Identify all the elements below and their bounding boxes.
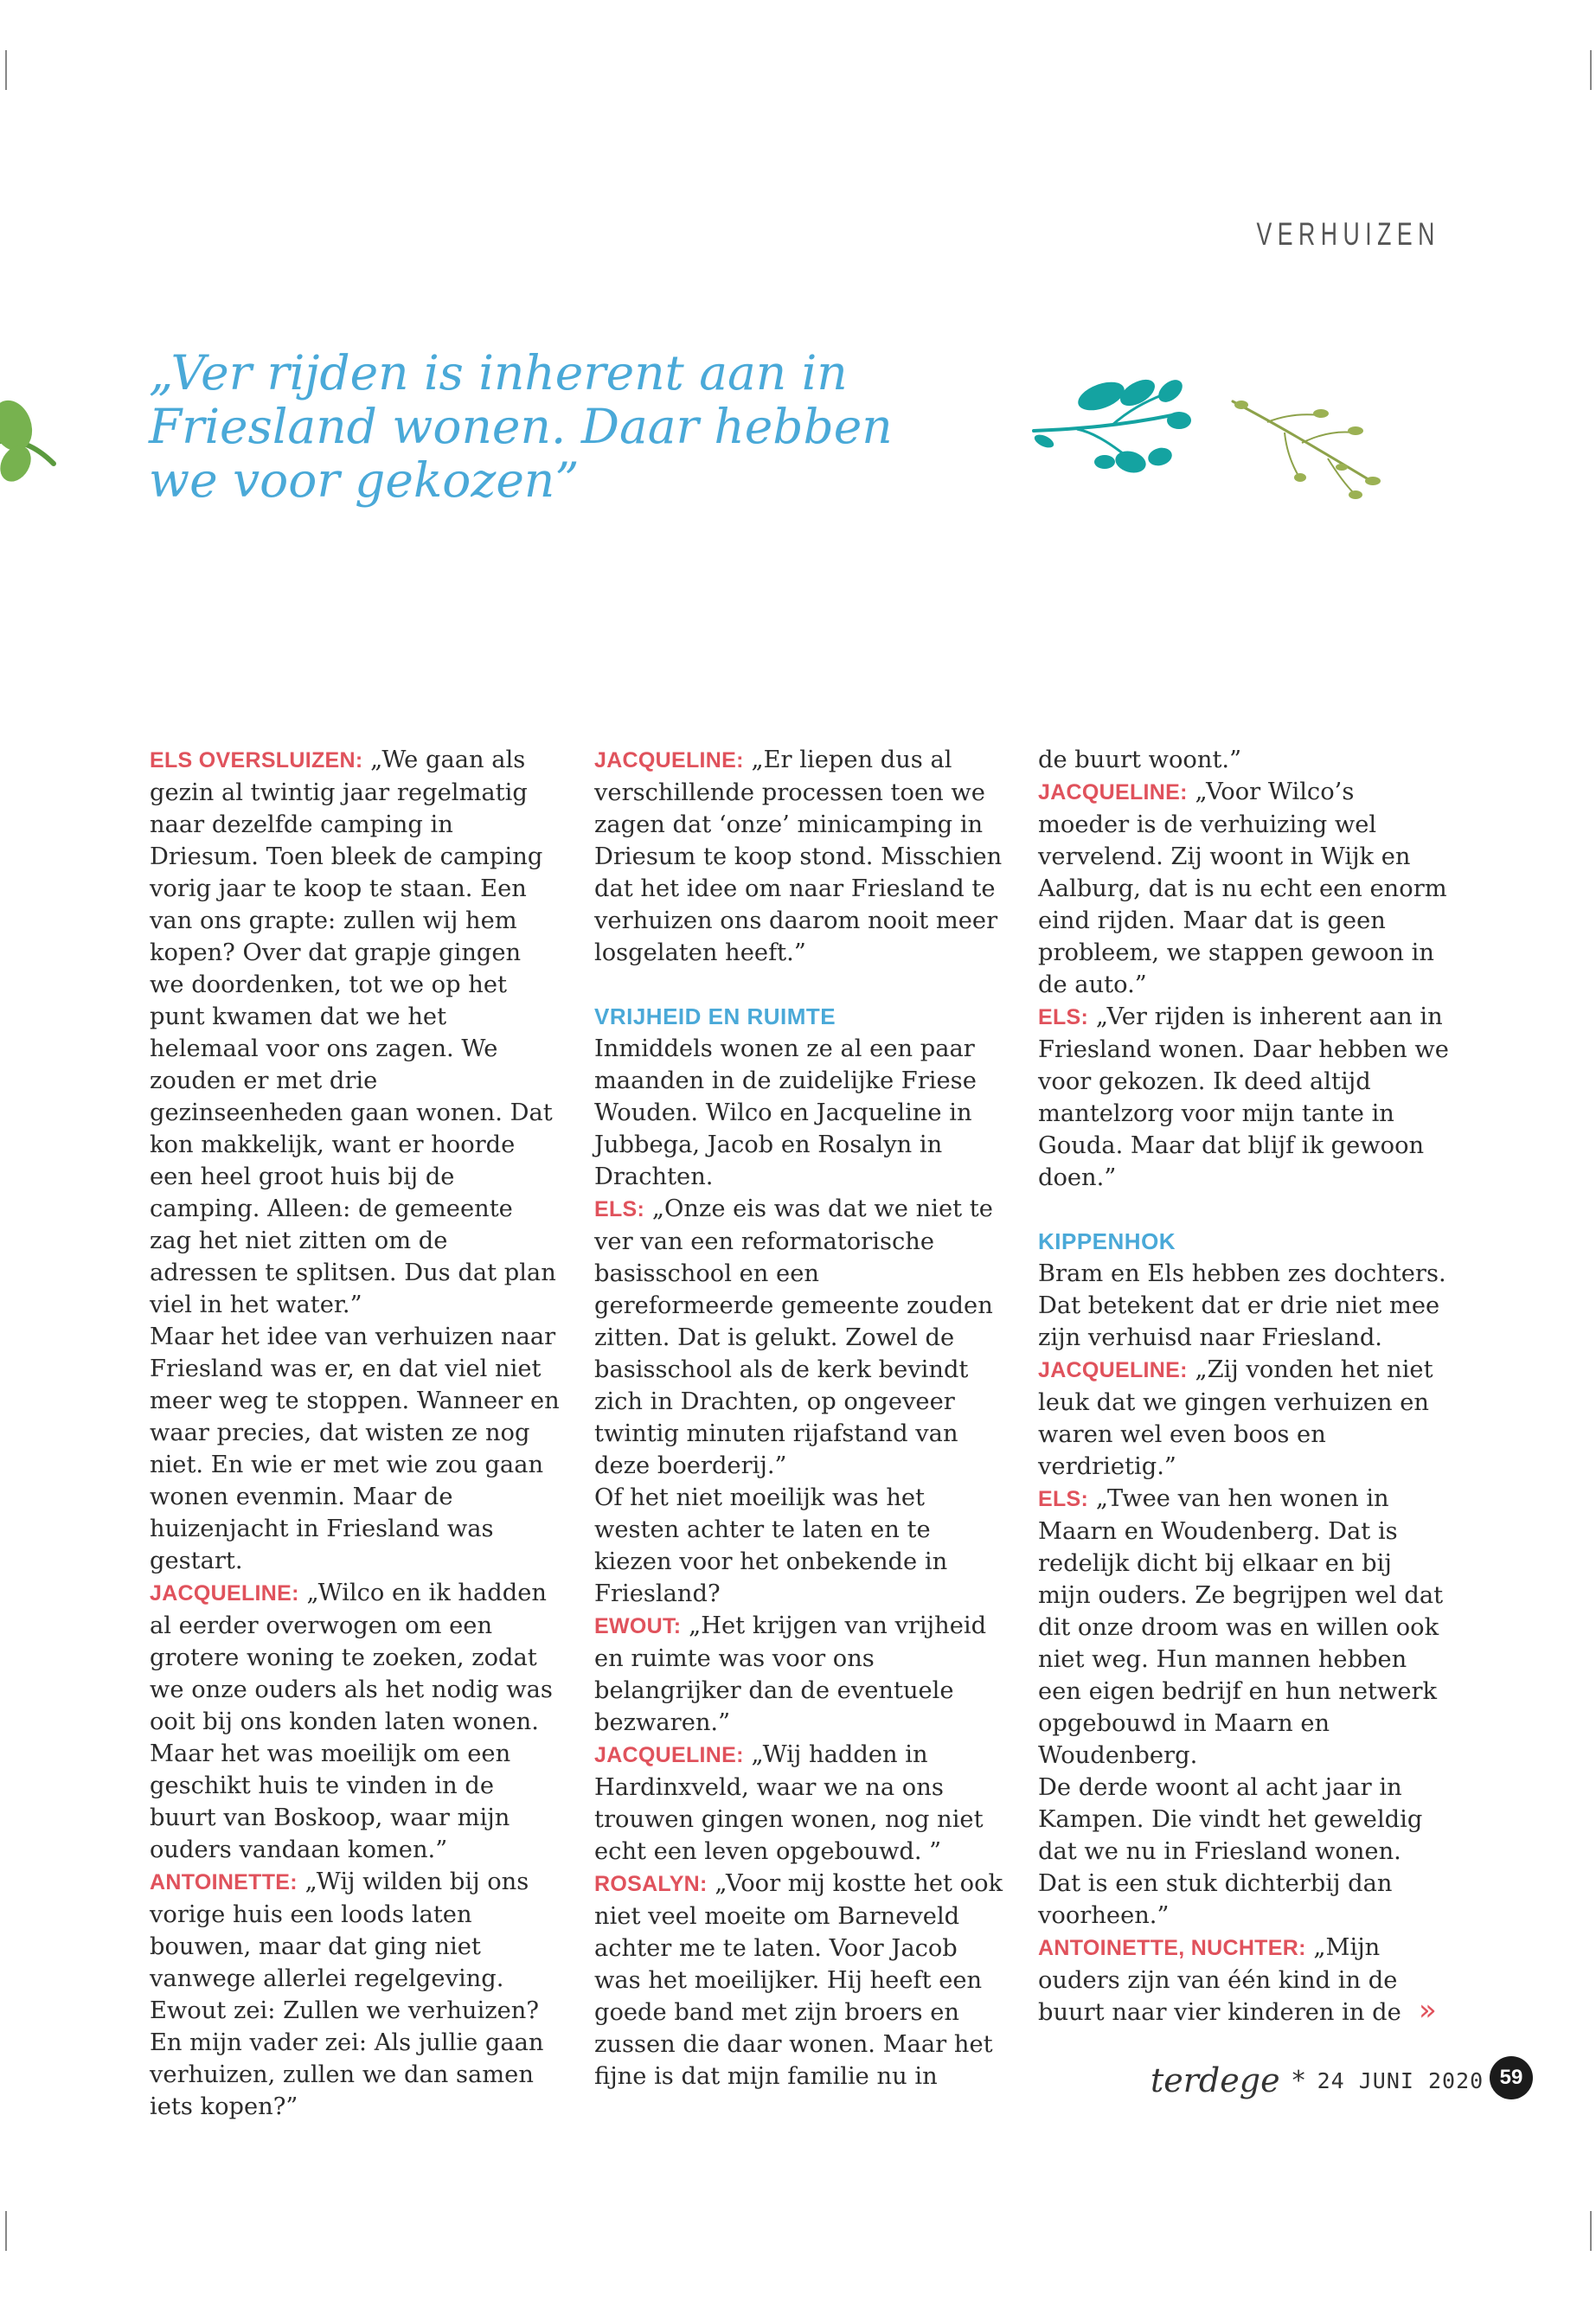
- speaker-label: ROSALYN:: [594, 1872, 708, 1896]
- speaker-label: EWOUT:: [594, 1614, 682, 1638]
- crop-mark-bottom-left: [5, 2211, 7, 2251]
- section-label: VERHUIZEN: [1256, 216, 1440, 252]
- paragraph-text: „Ver rijden is inherent aan in Friesland wonen. Daar hebben we voor gekozen. Ik deed altijd mantelzorg voor mijn tante in Gouda. Maar dat blijf ik gewoon doen.”: [1038, 1003, 1449, 1191]
- paragraph: [594, 744, 1005, 969]
- speaker-label: ELS OVERSLUIZEN:: [150, 748, 363, 772]
- paragraph: Inmiddels wonen ze al een paar maanden in de zuidelijke Friese Wouden. Wilco en Jacqueline in Jubbega, Jacob en Rosalyn in Drachten.: [594, 1035, 977, 1190]
- paragraph-text: „We gaan als gezin al twintig jaar regelmatig naar dezelfde camping in Driesum. Toen bleek de camping vorig jaar te koop te staan. Een van ons grapte: zullen wij hem kopen? Over dat grapje gingen we doordenken, tot we op het punt kwamen dat we het helemaal voor ons zagen. We zouden er met drie gezinseenheden gaan wonen. Dat kon makkelijk, want er hoorde een heel groot huis bij de camping. Alleen: de gemeente zag het niet zitten om de adressen te splitsen. Dus dat plan viel in het water.”: [150, 747, 556, 1318]
- paragraph: Bram en Els hebben zes dochters. Dat betekent dat er drie niet mee zijn verhuisd naar Friesland.: [1038, 1260, 1446, 1351]
- pull-quote: „Ver rijden is inherent aan in Friesland wonen. Daar hebben we voor gekozen”: [149, 345, 893, 508]
- speaker-label: JACQUELINE:: [594, 748, 744, 772]
- crop-mark-bottom-right: [1590, 2211, 1592, 2251]
- paragraph-text: „Het krijgen van vrijheid en ruimte was voor ons belangrijker dan de eventuele bezwaren.”: [594, 1612, 987, 1736]
- continue-arrow-icon: »: [1419, 1993, 1430, 2028]
- speaker-label: ANTOINETTE:: [150, 1870, 298, 1894]
- speaker-label: JACQUELINE:: [150, 1581, 299, 1606]
- paragraph: [594, 1868, 1005, 2093]
- paragraph: Maar het idee van verhuizen naar Friesland was er, en dat viel niet meer weg te stoppen. Wanneer en waar precies, dat wisten ze nog niet. En wie er met wie zou gaan wonen evenmin. Maar de huizenjacht in Friesland was gestart.: [150, 1324, 560, 1574]
- subheading-kippenhok: KIPPENHOK: [1038, 1228, 1176, 1254]
- page-number: 59: [1490, 2056, 1533, 2099]
- paragraph: [150, 1866, 561, 2123]
- speaker-label: JACQUELINE:: [594, 1743, 744, 1767]
- paragraph: Of het niet moeilijk was het westen achter te laten en te kiezen voor het onbekende in Friesland?: [594, 1484, 948, 1607]
- paragraph-text: „Zij vonden het niet leuk dat we gingen verhuizen en waren wel even boos en verdrietig.”: [1038, 1356, 1433, 1480]
- speaker-label: ELS:: [594, 1197, 645, 1221]
- paragraph: [150, 1577, 561, 1866]
- footer-separator: *: [1292, 2065, 1305, 2096]
- paragraph: [1038, 1483, 1449, 1772]
- paragraph: [1038, 1932, 1449, 2029]
- crop-mark-top-right: [1590, 50, 1592, 90]
- paragraph: [594, 1739, 1005, 1868]
- paragraph-text: „Wij wilden bij ons vorige huis een loods laten bouwen, maar dat ging niet vanwege allerlei regelgeving. Ewout zei: Zullen we verhuizen? En mijn vader zei: Als jullie gaan verhuizen, zullen we dan samen iets kopen?”: [150, 1868, 544, 2120]
- text-column-3: [1038, 744, 1449, 2029]
- paragraph: de buurt woont.”: [1038, 747, 1242, 773]
- paragraph: [1038, 776, 1449, 1001]
- paragraph-text: „Er liepen dus al verschillende processen toen we zagen dat ‘onze’ minicamping in Driesum te koop stond. Misschien dat het idee om naar Friesland te verhuizen ons daarom nooit meer losgelaten heeft.”: [594, 747, 1003, 966]
- text-column-2: [594, 744, 1005, 2093]
- paragraph-text: „Wij hadden in Hardinxveld, waar we na ons trouwen gingen wonen, nog niet echt een leven opgebouwd. ”: [594, 1741, 984, 1865]
- speaker-label: ELS:: [1038, 1487, 1089, 1511]
- paragraph: De derde woont al acht jaar in Kampen. Die vindt het geweldig dat we nu in Friesland wonen. Dat is een stuk dichterbij dan voorheen.”: [1038, 1774, 1423, 1929]
- text-column-1: [150, 744, 561, 2123]
- paragraph: [150, 744, 561, 1321]
- paragraph-text: „Mijn ouders zijn van één kind in de buurt naar vier kinderen in de: [1038, 1934, 1401, 2026]
- leaf-left-icon: [0, 381, 61, 502]
- paragraph: [1038, 1001, 1449, 1194]
- crop-mark-top-left: [5, 50, 7, 90]
- paragraph: [1038, 1354, 1449, 1483]
- paragraph-text: „Voor Wilco’s moeder is de verhuizing wel vervelend. Zij woont in Wijk en Aalburg, dat is nu echt een enorm eind rijden. Maar dat is geen probleem, we stappen gewoon in de auto.”: [1038, 779, 1447, 998]
- paragraph-text: „Voor mij kostte het ook niet veel moeite om Barneveld achter me te laten. Voor Jacob was het moeilijker. Hij heeft een goede band met zijn broers en zussen die daar wonen. Maar het fijne is dat mijn familie nu in: [594, 1870, 1003, 2090]
- paragraph: [594, 1610, 1005, 1739]
- teal-sprig-icon: [1025, 372, 1198, 484]
- page-footer: [1151, 2059, 1484, 2102]
- paragraph: [594, 1193, 1005, 1482]
- paragraph-text: „Wilco en ik hadden al eerder overwogen om een grotere woning te zoeken, zodat we onze ouders als het nodig was ooit bij ons konden laten wonen. Maar het was moeilijk om een geschikt huis te vinden in de buurt van Boskoop, waar mijn ouders vandaan komen.”: [150, 1580, 553, 1863]
- paragraph-text: „Twee van hen wonen in Maarn en Woudenberg. Dat is redelijk dicht bij elkaar en bij mijn ouders. Ze begrijpen wel dat dit onze droom was en willen ook niet weg. Hun mannen hebben een eigen bedrijf en hun netwerk opgebouwd in Maarn en Woudenberg.: [1038, 1485, 1444, 1769]
- olive-sprig-icon: [1224, 389, 1397, 502]
- speaker-label: ELS:: [1038, 1005, 1089, 1029]
- speaker-label: JACQUELINE:: [1038, 780, 1188, 804]
- paragraph-text: „Onze eis was dat we niet te ver van een reformatorische basisschool en een gereformeerde gemeente zouden zitten. Dat is gelukt. Zowel de basisschool als de kerk bevindt zich in Drachten, op ongeveer twintig minuten rijafstand van deze boerderij.”: [594, 1195, 993, 1479]
- subheading-vrijheid: VRIJHEID EN RUIMTE: [594, 1003, 836, 1029]
- speaker-label: ANTOINETTE, NUCHTER:: [1038, 1936, 1306, 1960]
- magazine-brand: terdege: [1151, 2061, 1280, 2099]
- speaker-label: JACQUELINE:: [1038, 1358, 1188, 1382]
- issue-date: 24 JUNI 2020: [1317, 2067, 1484, 2093]
